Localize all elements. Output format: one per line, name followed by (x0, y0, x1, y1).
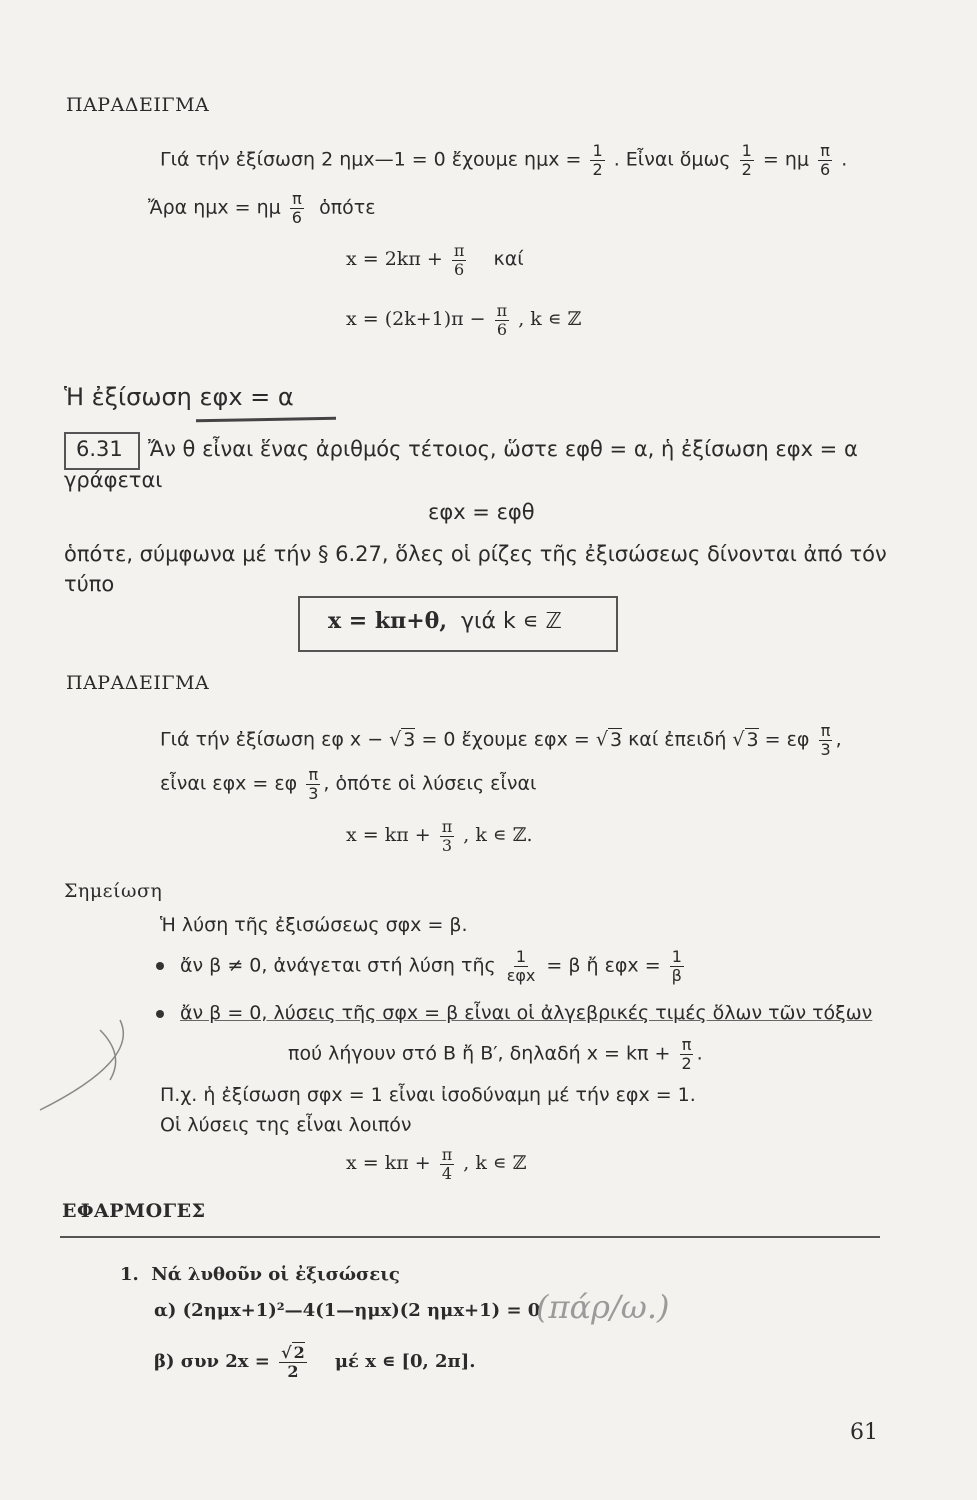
section-text-2: γράφεται (64, 468, 163, 492)
section-title: Ἡ ἐξίσωση εφx = α (64, 383, 294, 411)
note-example-line1: Π.χ. ἡ ἐξίσωση σφx = 1 εἶναι ἰσοδύναμη μέ τήν εφx = 1. (160, 1084, 696, 1106)
note-bullet-1: ἄν β ≠ 0, ἀνάγεται στή λύση τῆς $\frac{1}{\text{εφx}}$ = β ἤ εφx = $\frac{1}{\beta}$ (156, 948, 687, 984)
fraction: $\frac{\pi}{3}$ (441, 817, 453, 855)
note-bullet-2-cont: πού λήγουν στό Β ἤ Β′, δηλαδή x = kπ + $\frac{\pi}{2}$ . (288, 1035, 703, 1073)
fraction: $\frac{\pi}{6}$ (291, 189, 302, 227)
paragraph-number: 6.31 (76, 437, 123, 461)
fraction: $\frac{1}{2}$ (741, 141, 752, 179)
example1-solution1: x = 2kπ + $\frac{\pi}{6}$ καί (346, 241, 524, 279)
fraction: $\frac{\pi}{3}$ (308, 765, 319, 803)
section-equation: εφx = εφθ (428, 500, 535, 524)
example1-line2: Ἄρα ημx = ημ $\frac{\pi}{6}$ ὁπότε (148, 189, 376, 227)
section-text-1: Ἄν θ εἶναι ἕνας ἀριθμός τέτοιος, ὥστε εφθ = α, ἡ ἐξίσωση εφx = α (148, 437, 858, 461)
exercise-1: 1. Νά λυθοῦν οἱ ἐξισώσεις (120, 1264, 400, 1285)
note-heading: Σημείωση (64, 880, 163, 902)
note-solution: x = kπ + $\frac{\pi}{4}$ , k ∊ ℤ (346, 1145, 527, 1183)
fraction: $\frac{1}{\beta}$ (671, 947, 682, 985)
fraction: $\frac{\pi}{2}$ (681, 1035, 692, 1073)
page-number: 61 (850, 1420, 878, 1445)
fraction: $\frac{\pi}{4}$ (441, 1145, 453, 1183)
bullet-icon (156, 1010, 164, 1018)
note-line1: Ἡ λύση τῆς ἐξισώσεως σφx = β. (160, 914, 468, 936)
fraction: $\frac{\pi}{6}$ (496, 301, 508, 339)
title-underline (196, 417, 336, 422)
note-example-line2: Οἱ λύσεις της εἶναι λοιπόν (160, 1114, 412, 1136)
example-heading-1: ΠΑΡΑΔΕΙΓΜΑ (66, 94, 210, 116)
note-bullet-2: ἄν β = 0, λύσεις τῆς σφx = β εἶναι οἱ ἀλγεβρικές τιμές ὅλων τῶν τόξων (156, 1002, 872, 1024)
section-rule (60, 1236, 880, 1238)
example2-line2: εἶναι εφx = εφ $\frac{\pi}{3}$ , ὁπότε οἱ λύσεις εἶναι (160, 765, 537, 803)
exercise-1b: β) συν 2x = $\frac{√ 2}{2}$ μέ x ∊ [0, 2π]. (154, 1343, 476, 1381)
section-text-3: ὁπότε, σύμφωνα μέ τήν § 6.27, ὅλες οἱ ρίζες τῆς ἐξισώσεως δίνονται ἀπό τόν (64, 542, 887, 566)
applications-heading: ΕΦΑΡΜΟΓΕΣ (62, 1200, 206, 1222)
boxed-formula: x = kπ+θ, γιά k ∊ ℤ (328, 608, 562, 634)
pencil-mark-icon (30, 1000, 130, 1120)
exercise-1a: α) (2ημx+1)²—4(1—ημx)(2 ημx+1) = 0 (154, 1300, 541, 1321)
example1-line1: Γιά τήν ἐξίσωση 2 ημx—1 = 0 ἔχουμε ημx = $\frac{1}{2}$ . Εἶναι ὅμως $\frac{1}{2}$ = ημ $\frac{\pi}{6}$ . (160, 141, 848, 179)
fraction: $\frac{√ 2}{2}$ (281, 1343, 305, 1381)
fraction: $\frac{1}{2}$ (592, 141, 603, 179)
bullet-icon (156, 962, 164, 970)
fraction: $\frac{\pi}{6}$ (820, 141, 831, 179)
fraction: $\frac{1}{\text{εφx}}$ (506, 947, 536, 985)
fraction: $\frac{\pi}{6}$ (453, 241, 465, 279)
example2-line1: Γιά τήν ἐξίσωση εφ x − √ 3 = 0 ἔχουμε εφx = √ 3 καί ἐπειδή √ 3 = εφ $\frac{\pi}{3}$ , (160, 721, 842, 759)
example2-solution: x = kπ + $\frac{\pi}{3}$ , k ∊ ℤ. (346, 817, 533, 855)
handwritten-note: (πάρ/ω.) (536, 1288, 670, 1326)
section-text-4: τύπο (64, 572, 115, 596)
example1-solution2: x = (2k+1)π − $\frac{\pi}{6}$ , k ∊ ℤ (346, 301, 582, 339)
example-heading-2: ΠΑΡΑΔΕΙΓΜΑ (66, 672, 210, 694)
fraction: $\frac{\pi}{3}$ (820, 721, 831, 759)
